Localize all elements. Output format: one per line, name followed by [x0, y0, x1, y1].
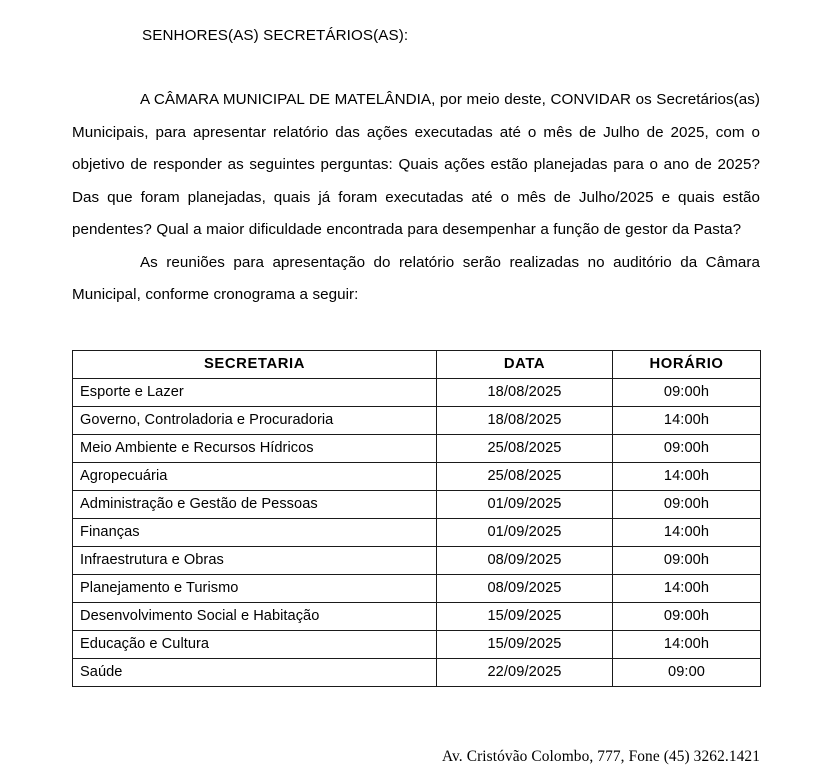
cell-data: 25/08/2025	[437, 435, 613, 463]
salutation-heading: SENHORES(AS) SECRETÁRIOS(AS):	[142, 27, 409, 44]
cell-secretaria: Esporte e Lazer	[73, 379, 437, 407]
cell-horario: 14:00h	[613, 407, 761, 435]
table-row	[73, 435, 761, 463]
column-header-secretaria: SECRETARIA	[73, 351, 437, 379]
cell-secretaria: Governo, Controladoria e Procuradoria	[73, 407, 437, 435]
table-row	[73, 519, 761, 547]
cell-secretaria: Desenvolvimento Social e Habitação	[73, 603, 437, 631]
column-header-data: DATA	[437, 351, 613, 379]
paragraph-invitation: A CÂMARA MUNICIPAL DE MATELÂNDIA, por meio deste, CONVIDAR os Secretários(as) Municipais, para apresentar relatório das ações executadas até o mês de Julho de 2025, com o objetivo de responder as seguintes perguntas: Quais ações estão planejadas para o ano de 2025? Das que foram planejadas, quais já foram executadas até o mês de Julho/2025 e quais estão pendentes? Qual a maior dificuldade encontrada para desempenhar a função de gestor da Pasta?	[72, 91, 760, 238]
cell-horario: 09:00h	[613, 491, 761, 519]
cell-horario: 09:00h	[613, 547, 761, 575]
cell-horario: 09:00h	[613, 603, 761, 631]
cell-secretaria: Finanças	[73, 519, 437, 547]
cell-horario: 14:00h	[613, 631, 761, 659]
table-row	[73, 491, 761, 519]
cell-data: 01/09/2025	[437, 519, 613, 547]
cell-secretaria: Agropecuária	[73, 463, 437, 491]
schedule-table	[72, 350, 761, 687]
table-row	[73, 631, 761, 659]
table-row	[73, 603, 761, 631]
cell-data: 22/09/2025	[437, 659, 613, 687]
table-row	[73, 547, 761, 575]
cell-horario: 14:00h	[613, 519, 761, 547]
table-row	[73, 659, 761, 687]
cell-horario: 14:00h	[613, 463, 761, 491]
cell-secretaria: Educação e Cultura	[73, 631, 437, 659]
cell-data: 15/09/2025	[437, 631, 613, 659]
document-body	[72, 26, 760, 312]
cell-secretaria: Saúde	[73, 659, 437, 687]
table-header-row	[73, 351, 761, 379]
cell-secretaria: Meio Ambiente e Recursos Hídricos	[73, 435, 437, 463]
cell-data: 25/08/2025	[437, 463, 613, 491]
cell-data: 08/09/2025	[437, 547, 613, 575]
cell-data: 08/09/2025	[437, 575, 613, 603]
cell-data: 18/08/2025	[437, 379, 613, 407]
paragraph-meetings: As reuniões para apresentação do relatório serão realizadas no auditório da Câmara Municipal, conforme cronograma a seguir:	[72, 253, 760, 303]
table-row	[73, 575, 761, 603]
column-header-horario: HORÁRIO	[613, 351, 761, 379]
cell-secretaria: Planejamento e Turismo	[73, 575, 437, 603]
table-row	[73, 407, 761, 435]
cell-secretaria: Infraestrutura e Obras	[73, 547, 437, 575]
cell-horario: 09:00	[613, 659, 761, 687]
table-row	[73, 463, 761, 491]
cell-data: 15/09/2025	[437, 603, 613, 631]
cell-horario: 09:00h	[613, 435, 761, 463]
cell-data: 01/09/2025	[437, 491, 613, 519]
cell-horario: 14:00h	[613, 575, 761, 603]
cell-data: 18/08/2025	[437, 407, 613, 435]
table-header	[73, 351, 761, 379]
cell-horario: 09:00h	[613, 379, 761, 407]
page-footer-address: Av. Cristóvão Colombo, 777, Fone (45) 3262.1421	[441, 748, 760, 765]
table-row	[73, 379, 761, 407]
schedule-table-container	[72, 350, 760, 687]
table-body	[73, 379, 761, 687]
cell-secretaria: Administração e Gestão de Pessoas	[73, 491, 437, 519]
